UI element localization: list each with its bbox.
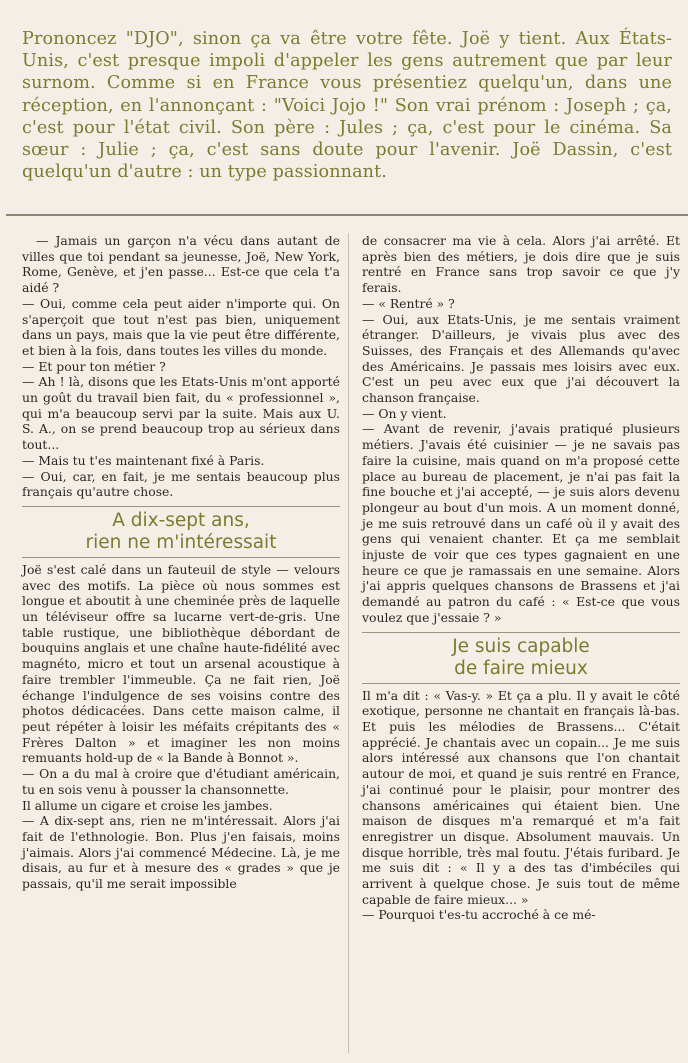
intro-text: Prononcez "DJO", sinon ça va être votre fête. Joë y tient. Aux États-Unis, c'est presque impoli d'appeler les gens autrement que par leur surnom. Comme si en France vous présentiez quelqu'un, dans une réception, en l'annonçant : "Voici Jojo !" Son vrai prénom : Joseph ; ça, c'est pour l'état civil. Son père : Jules ; ça, c'est pour le cinéma. Sa sœur : Julie ; ça, c'est sans doute pour l'avenir. Joë Dassin, c'est quelqu'un d'autre : un type passionnant. <box>22 29 672 183</box>
paragraph: — On y vient. <box>362 405 447 421</box>
paragraph: — Ah ! là, disons que les Etats-Unis m'ont apporté un goût du travail bien fait, du « professionnel », qui m'a beaucoup servi par la suite. Mais aux U. S. A., on se prend beaucoup trop au sérieux dans tout... <box>22 374 340 453</box>
paragraph: — Et pour ton métier ? <box>22 358 166 374</box>
section-divider <box>6 214 688 216</box>
intro-paragraph <box>22 28 672 183</box>
paragraph: — Avant de revenir, j'avais pratiqué plusieurs métiers. J'avais été cuisinier — je ne savais pas faire la cuisine, mais quand on m'a proposé cette place au bureau de placement, je n'ai pas fait la fine bouche et j'ai accepté, — je suis alors devenu plongeur au bout d'un mois. A un moment donné, je me suis retrouvé dans un café où il y avait des gens qui venaient chanter. Et ça me semblait injuste de voir que ces types gagnaient en une heure ce que je ramassais en une semaine. Alors j'ai appris quelques chansons de Brassens et j'ai demandé au patron du café : « Est-ce que vous voulez que j'essaie ? » <box>362 421 680 625</box>
paragraph: Il m'a dit : « Vas-y. » Et ça a plu. Il y avait le côté exotique, personne ne chantait en français là-bas. Et puis les mélodies de Brassens... C'était apprécié. Je chantais avec un copain... Je me suis alors intéressé aux chansons que l'on chantait autour de moi, et quand je suis rentré en France, j'ai continué pour le plaisir, pour montrer des chansons américaines qui étaient bien. Une maison de disques m'a remarqué et m'a fait enregistrer un disque. Absolument mauvais. Un disque horrible, très mal foutu. J'étais furibard. Je me suis dit : « Il y a des tas d'imbéciles qui arrivent à quelque chose. Je suis tout de même capable de faire mieux... » <box>362 687 680 907</box>
paragraph: — Pourquoi t'es-tu accroché à ce mé- <box>362 907 596 923</box>
paragraph: — A dix-sept ans, rien ne m'intéressait. Alors j'ai fait de l'ethnologie. Bon. Plus j'en faisais, moins j'aimais. Alors j'ai commencé Médecine. Là, je me disais, au fur et à mesure des « grades » que je passais, qu'il me serait impossible <box>22 813 340 892</box>
paragraph: — « Rentré » ? <box>362 295 455 311</box>
paragraph: Joë s'est calé dans un fauteuil de style — velours avec des motifs. La pièce où nous sommes est longue et aboutit à une cheminée près de laquelle un téléviseur offre sa lucarne vert-de-gris. Une table rustique, une bibliothèque débordant de bouquins anglais et une chaîne haute-fidélité avec magnéto, micro et tout un arsenal acoustique à faire trembler l'immeuble. Ça ne fait rien, Joë échange l'indulgence de ses voisins contre des photos dédicacées. Dans cette maison calme, il peut répéter à loisir les méfaits crépitants des « Frères Dalton » et imaginer les non moins remuants hold-up de « la Bande à Bonnot ». <box>22 561 340 766</box>
left-column <box>22 233 340 892</box>
heading-line: de faire mieux <box>454 657 588 679</box>
paragraph: — On a du mal à croire que d'étudiant américain, tu en sois venu à pousser la chansonnette. <box>22 766 340 797</box>
paragraph: — Jamais un garçon n'a vécu dans autant de villes que toi pendant sa jeunesse, Joë, New York, Rome, Genève, et j'en passe... Est-ce que cela t'a aidé ? <box>22 233 340 296</box>
heading-line: Je suis capable <box>452 635 590 657</box>
section-heading <box>22 506 340 558</box>
section-heading <box>362 632 680 684</box>
heading-line: rien ne m'intéressait <box>85 531 277 553</box>
paragraph: — Oui, car, en fait, je me sentais beaucoup plus français qu'autre chose. <box>22 468 340 500</box>
paragraph: — Mais tu t'es maintenant fixé à Paris. <box>22 452 265 468</box>
right-column <box>362 233 680 923</box>
paragraph: Il allume un cigare et croise les jambes. <box>22 797 273 813</box>
paragraph: de consacrer ma vie à cela. Alors j'ai arrêté. Et après bien des métiers, je dois dire que je suis rentré en France sans trop savoir ce que j'y ferais. <box>362 233 680 296</box>
paragraph: — Oui, comme cela peut aider n'importe qui. On s'aperçoit que tout n'est pas bien, uniquement dans un pays, mais que la vie peut être différente, et bien à la fois, dans toutes les villes du monde. <box>22 295 340 358</box>
column-divider <box>348 233 349 1053</box>
paragraph: — Oui, aux Etats-Unis, je me sentais vraiment étranger. D'ailleurs, je vivais plus avec des Suisses, des Français et des Allemands qu'avec des Américains. Je passais mes loisirs avec eux. C'est un peu avec eux que j'ai découvert la chanson française. <box>362 311 680 406</box>
heading-line: A dix-sept ans, <box>112 509 250 531</box>
